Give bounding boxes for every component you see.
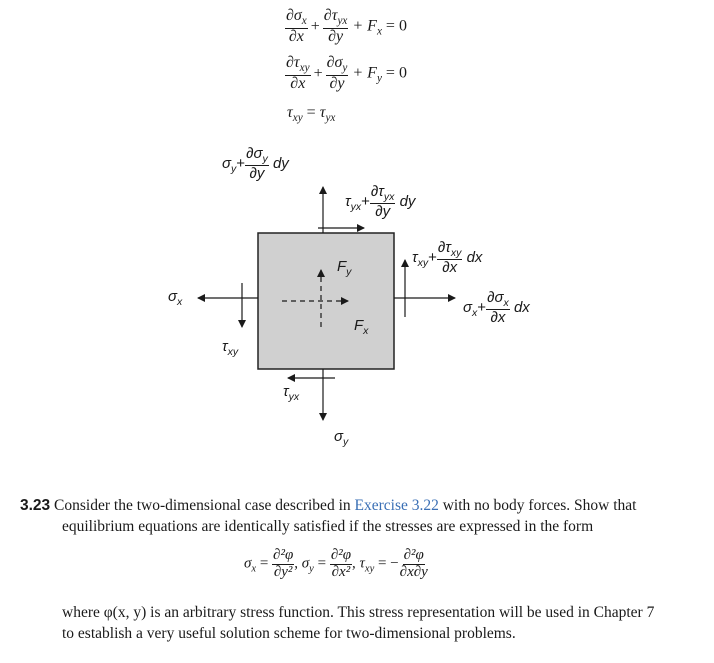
label-fx: $F_x$ bbox=[354, 317, 369, 337]
stress-function-equation: $\sigma_x$ = $\frac{\text{∂²φ}}{\text{∂y²}}$ , $\sigma_y$ = $\frac{\text{∂²φ}}{\text{∂x²}}$ , $\tau_{xy}$ = − $\frac{\text{∂²φ}}{\partial x\partial y}$ bbox=[244, 547, 428, 580]
label-tau-yx-bottom: $\tau_{yx}$ bbox=[283, 383, 300, 403]
label-sigma-y-bottom: $\sigma_y$ bbox=[334, 428, 349, 448]
equation-3: $\tau_{xy} = \tau_{yx}$ bbox=[287, 104, 336, 125]
label-tau-xy-right: $\tau_{xy}+$ $\frac{\partial\tau_{xy}}{\partial x}$ dx bbox=[412, 239, 483, 277]
equation-2: $\frac{\partial\tau_{xy}}{\partial x}$ + $\frac{\partial\sigma_y}{\partial y}$ + $F_y = 0$ bbox=[286, 54, 407, 92]
label-sigma-y-top: $\sigma_y+$ $\frac{\partial\sigma_y}{\partial y}$ dy bbox=[222, 145, 289, 183]
equation-1: $\frac{\partial\sigma_x}{\partial x}$ + $\frac{\partial\tau_{yx}}{\partial y}$ + $F_x = 0$ bbox=[286, 7, 407, 45]
label-tau-yx-top: $\tau_{yx}+$ $\frac{\partial\tau_{yx}}{\partial y}$ dy bbox=[345, 183, 416, 221]
exercise-line-2: equilibrium equations are identically satisfied if the stresses are expressed in the form bbox=[62, 518, 594, 535]
label-tau-xy-left: $\tau_{xy}$ bbox=[222, 338, 239, 358]
label-sigma-x-left: $\sigma_x$ bbox=[168, 288, 183, 308]
exercise-line-1: 3.23 Consider the two-dimensional case described in Exercise 3.22 with no body forces. Show that bbox=[20, 497, 637, 514]
stress-block bbox=[258, 233, 394, 369]
exercise-link[interactable]: Exercise 3.22 bbox=[354, 497, 439, 514]
exercise-line-4: to establish a very useful solution scheme for two-dimensional problems. bbox=[62, 625, 516, 642]
exercise-line-3: where φ(x, y) is an arbitrary stress function. This stress representation will be used in Chapter 7 bbox=[62, 604, 655, 621]
exercise-number: 3.23 bbox=[20, 497, 51, 514]
label-sigma-x-right: $\sigma_x+$ $\frac{\partial\sigma_x}{\partial x}$ dx bbox=[463, 289, 530, 327]
label-fy: $F_y$ bbox=[337, 258, 352, 278]
